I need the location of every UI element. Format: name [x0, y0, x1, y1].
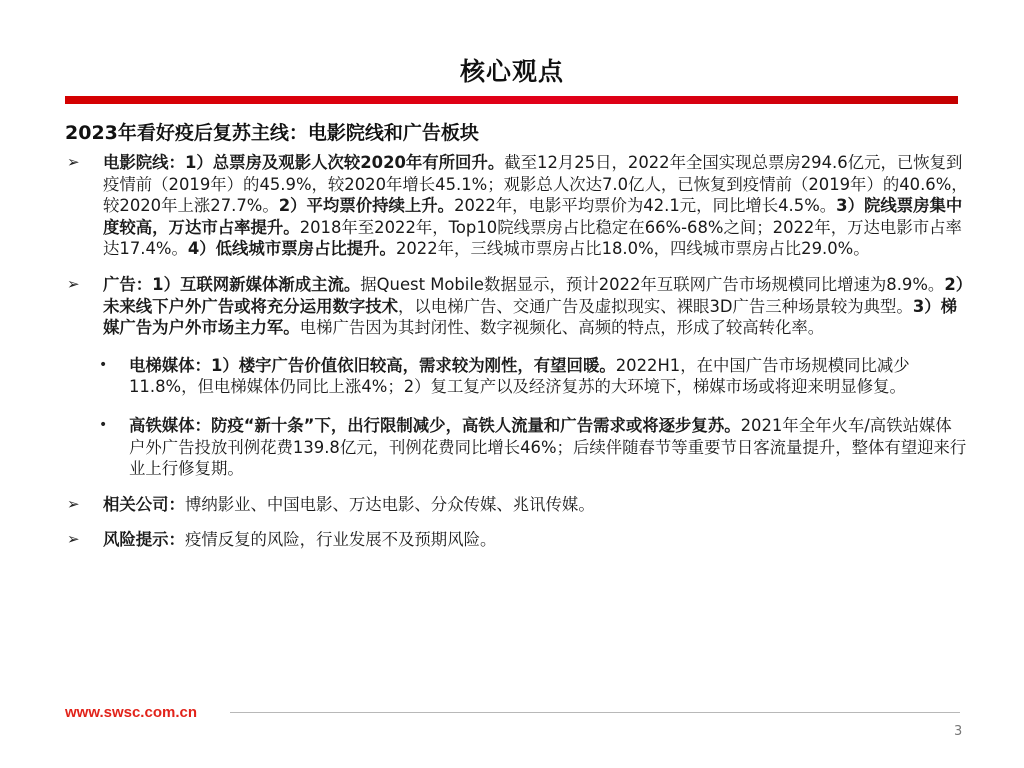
footer-divider	[230, 712, 960, 713]
text-bold: 2）平均票价持续上升。	[278, 196, 455, 216]
text-normal: 2018年至2022年，Top10院线票房占比稳定在66%-68%之间；2022年，万达电影市占率达17.4%。	[103, 217, 962, 259]
text-normal: 疫情反复的风险，行业发展不及预期风险。	[184, 530, 497, 550]
sub-bullet-elevator-media	[99, 355, 968, 398]
dot-bullet-icon: •	[99, 356, 108, 373]
text-bold: 电梯媒体：1）楼宇广告价值依旧较高，需求较为刚性，有望回暖。	[129, 355, 616, 375]
text-normal: 2022年，电影平均票价为42.1元，同比增长4.5%。	[454, 196, 837, 216]
text-normal: 2021年全年火车/高铁站媒体户外广告投放刊例花费139.8亿元，刊例花费同比增长46%；后续伴随春节等重要节日客流量提升，整体有望迎来行业上行修复期。	[129, 415, 967, 479]
text-normal: 博纳影业、中国电影、万达电影、分众传媒、兆讯传媒。	[184, 494, 595, 514]
text-bold: 风险提示：	[103, 530, 185, 550]
bullet-related-companies	[65, 494, 968, 516]
bullet-film-theaters	[65, 152, 968, 260]
text-normal: 2022H1，在中国广告市场规模同比减少11.8%，但电梯媒体仍同比上涨4%；2）复工复产以及经济复苏的大环境下，梯媒市场或将迎来明显修复。	[129, 355, 910, 397]
arrow-bullet-icon: ➢	[67, 494, 80, 513]
bullet-text	[129, 355, 968, 398]
bullet-text	[103, 529, 968, 551]
title-underline-bar	[65, 96, 958, 104]
page-number: 3	[954, 724, 963, 739]
text-normal: 2022年，三线城市票房占比18.0%，四线城市票房占比29.0%。	[395, 239, 870, 259]
content-body	[65, 152, 968, 551]
text-bold: 3）梯媒广告为户外市场主力军。	[103, 296, 957, 338]
text-bold: 2）未来线下户外广告或将充分运用数字技术	[103, 274, 964, 316]
text-bold: 广告：1）互联网新媒体渐成主流。	[103, 274, 361, 294]
text-bold: 3）院线票房集中度较高，万达市占率提升。	[103, 196, 963, 237]
text-bold: 相关公司：	[103, 494, 185, 514]
bullet-risk-warning	[65, 529, 968, 551]
bullet-advertising	[65, 274, 968, 339]
text-normal: 据Quest Mobile数据显示，预计2022年互联网广告市场规模同比增速为8.9%。	[360, 274, 945, 294]
section-subtitle: 2023年看好疫后复苏主线：电影院线和广告板块	[65, 122, 479, 144]
bullet-text	[103, 274, 968, 339]
arrow-bullet-icon: ➢	[67, 530, 80, 549]
page-title: 核心观点	[459, 57, 564, 86]
arrow-bullet-icon: ➢	[67, 274, 80, 293]
text-bold: 电影院线：1）总票房及观影人次较2020年有所回升。	[103, 153, 505, 172]
footer-website-link[interactable]: www.swsc.com.cn	[65, 704, 197, 721]
text-normal: 电梯广告因为其封闭性、数字视频化、高频的特点，形成了较高转化率。	[299, 318, 825, 338]
text-normal: ，以电梯广告、交通广告及虚拟现实、裸眼3D广告三种场景较为典型。	[398, 296, 913, 316]
arrow-bullet-icon: ➢	[67, 153, 80, 171]
dot-bullet-icon: •	[99, 416, 108, 433]
bullet-text	[103, 152, 968, 260]
bullet-text	[129, 415, 968, 480]
text-bold: 高铁媒体：防疫“新十条”下，出行限制减少，高铁人流量和广告需求或将逐步复苏。	[129, 415, 741, 435]
text-normal: 截至12月25日，2022年全国实现总票房294.6亿元，已恢复到疫情前（2019年）的45.9%，较2020年增长45.1%；观影总人次达7.0亿人，已恢复到疫情前（2019年）的40.6%，较2020年上涨27.7%。	[103, 153, 968, 216]
bullet-text	[103, 494, 968, 516]
sub-bullet-railway-media	[99, 415, 968, 480]
text-bold: 4）低线城市票房占比提升。	[187, 239, 396, 259]
